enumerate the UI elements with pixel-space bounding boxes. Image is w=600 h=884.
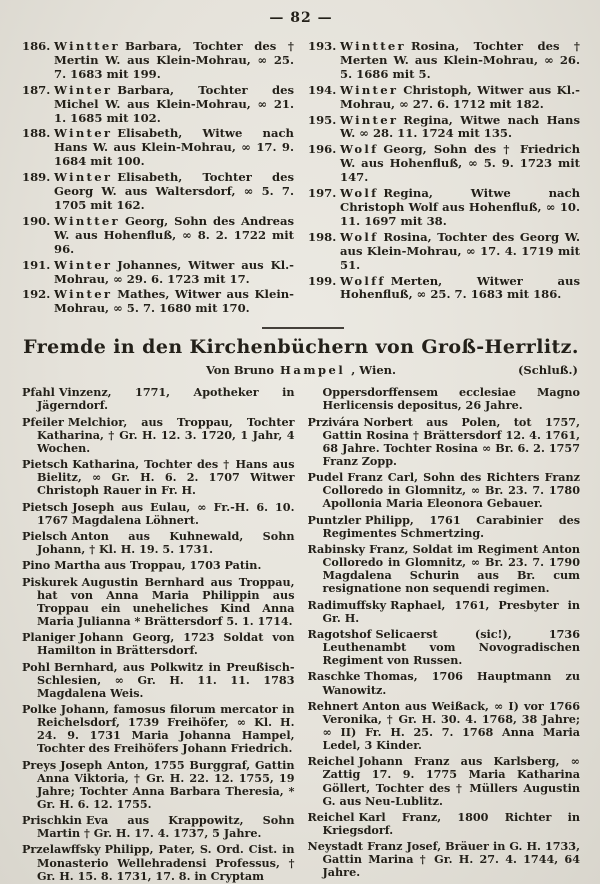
entry-surname: Winter <box>340 112 399 127</box>
church-record-entry <box>308 670 581 696</box>
register-entry <box>22 171 294 213</box>
record-text: Vinzenz, 1771, Apotheker in Jägerndorf. <box>37 385 295 413</box>
register-entry <box>22 288 294 316</box>
church-record-entry <box>22 530 295 556</box>
entry-number: 197. <box>308 186 337 201</box>
record-text: Augustin Bernhard aus Troppau, hat von Anna Maria Philippin aus Troppau ein uneheliches Kind Anna Maria Julianna * Brättersdorf 5. 1. 1714. <box>37 574 295 628</box>
entry-surname: Winter <box>54 170 113 185</box>
entry-surname: Wolf <box>340 142 379 157</box>
page-number: — 82 — <box>269 10 333 26</box>
record-text: Johann Franz aus Karlsberg, ∞ Zattig 17. 9. 1775 Maria Katharina Göllert, Tochter des † Müllers Augustin G. aus Neu-Lublitz. <box>322 754 580 808</box>
record-text: Bernhard, aus Polkwitz in Preußisch-Schlesien, ∞ Gr. H. 11. 11. 1783 Magdalena Weis. <box>37 659 295 700</box>
record-surname: Preys <box>22 757 57 772</box>
entry-number: 198. <box>308 229 337 244</box>
entry-surname: Wintter <box>54 213 120 228</box>
register-entry <box>22 215 294 257</box>
record-surname: Radimuffsky <box>307 597 387 612</box>
church-record-entry <box>22 703 295 755</box>
entry-number: 187. <box>22 82 51 97</box>
record-surname: Polke <box>22 701 57 716</box>
record-surname: Ragotshof <box>307 626 372 641</box>
record-text: Franz Carl, Sohn des Richters Franz Colloredo in Glomnitz, ∞ Br. 23. 7. 1780 Apollonia Maria Eleonora Gebauer. <box>322 470 580 511</box>
entry-text: Johannes, Witwer aus Kl.-Mohrau, ∞ 29. 6. 1723 mit 17. <box>54 257 294 286</box>
church-record-entry <box>22 386 295 412</box>
record-text: Norbert aus Polen, tot 1757, Gattin Rosina † Brättersdorf 12. 4. 1761, 68 Jahre. Tochter Rosina ∞ Br. 6. 2. 1757 Franz Zopp. <box>322 414 580 468</box>
record-text: Melchior, aus Troppau, Tochter Katharina, † Gr. H. 12. 3. 1720, 1 Jahr, 4 Wochen. <box>37 414 295 455</box>
record-surname: Puntzler <box>307 512 361 527</box>
register-entry <box>308 187 580 229</box>
entry-surname: Winter <box>54 126 113 141</box>
record-surname: Pietsch <box>22 457 69 472</box>
register-entry <box>22 40 294 82</box>
entry-text: Georg, Sohn des † Friedrich W. aus Hohenfluß, ∞ 5. 9. 1723 mit 147. <box>340 142 580 185</box>
church-record-entry <box>308 386 581 412</box>
entry-text: Elisabeth, Tochter des Georg W. aus Waltersdorf, ∞ 5. 7. 1705 mit 162. <box>54 170 294 212</box>
entry-surname: Winter <box>54 287 113 302</box>
record-surname: Pielsch <box>22 528 68 543</box>
record-text: Anton aus Weißack, ∞ I) vor 1766 Veronika, † Gr. H. 30. 4. 1768, 38 Jahre; ∞ II) Fr. H. 25. 7. 1768 Anna Maria Ledel, 3 Kinder. <box>322 698 580 753</box>
record-text: Philipp, Pater, S. Ord. Cist. in Monasterio Wellehradensi Professus, † Gr. H. 15. 8. 1731, 17. 8. in Cryptam <box>37 842 295 883</box>
record-surname: Rehnert <box>307 698 359 713</box>
church-record-entry <box>22 843 295 882</box>
records-column-right <box>308 386 581 884</box>
register-entry <box>308 231 580 273</box>
record-text: Thomas, 1706 Hauptmann zu Wanowitz. <box>322 669 580 697</box>
entry-number: 191. <box>22 257 51 272</box>
record-surname: Przelawffsky <box>22 842 101 857</box>
record-surname: Pietsch <box>22 499 69 514</box>
entry-text: Merten, Witwer aus Hohenfluß, ∞ 25. 7. 1683 mit 186. <box>340 273 580 302</box>
record-surname: Pudel <box>307 470 344 485</box>
entry-number: 190. <box>22 213 51 228</box>
record-text: Anton aus Kuhnewald, Sohn Johann, † Kl. H. 19. 5. 1731. <box>37 528 295 556</box>
byline-prefix: Von Bruno <box>205 363 275 378</box>
section-title: Fremde in den Kirchenbüchern von Groß-Herrlitz. <box>23 336 579 359</box>
register-entry <box>308 84 580 112</box>
church-record-entry <box>22 458 295 497</box>
section-divider <box>262 327 344 329</box>
record-surname: Reichel <box>307 754 355 769</box>
entry-number: 199. <box>308 273 337 288</box>
byline-suffix: , Wien. <box>351 363 397 378</box>
entry-text: Barbara, Tochter des Michel W. aus Klein-Mohrau, ∞ 21. 1. 1685 mit 102. <box>54 82 294 125</box>
register-entry <box>22 259 294 287</box>
entry-text: Rosina, Tochter des Georg W. aus Klein-Mohrau, ∞ 17. 4. 1719 mit 51. <box>340 229 580 272</box>
entry-number: 188. <box>22 126 51 141</box>
record-surname: Raschke <box>307 669 361 684</box>
record-surname: Reichel <box>307 809 355 824</box>
record-surname: Przivára <box>307 414 360 429</box>
record-text: Franz Josef, Bräuer in G. H. 1733, Gattin Marina † Gr. H. 27. 4. 1744, 64 Jahre. <box>322 839 580 880</box>
entry-number: 192. <box>22 287 51 302</box>
record-text: Raphael, 1761, Presbyter in Gr. H. <box>322 597 580 625</box>
entry-text: Barbara, Tochter des † Mertin W. aus Klein-Mohrau, ∞ 25. 7. 1683 mit 199. <box>54 39 294 81</box>
record-surname: Neystadt <box>307 839 364 854</box>
record-text: Johann Georg, 1723 Soldat von Hamilton in Brättersdorf. <box>37 630 295 658</box>
entry-text: Mathes, Witwer aus Klein-Mohrau, ∞ 5. 7. 1680 mit 170. <box>54 287 294 316</box>
record-surname: Pino <box>22 558 51 573</box>
byline <box>22 363 580 377</box>
church-record-entry <box>308 755 581 807</box>
entry-surname: Winter <box>340 82 399 97</box>
entry-text: Rosina, Tochter des † Merten W. aus Klein-Mohrau, ∞ 26. 5. 1686 mit 5. <box>340 39 580 81</box>
church-record-entry <box>22 661 295 700</box>
church-record-entry <box>308 628 581 667</box>
register-entry <box>308 40 580 82</box>
church-record-entry <box>308 543 581 595</box>
record-surname: Prischkin <box>22 813 82 828</box>
entry-number: 195. <box>308 112 337 127</box>
register-entry <box>308 143 580 185</box>
entry-surname: Winter <box>54 82 113 97</box>
church-record-entry <box>22 759 295 811</box>
church-record-entry <box>22 814 295 840</box>
entry-text: Georg, Sohn des Andreas W. aus Hohenfluß, ∞ 8. 2. 1722 mit 96. <box>54 213 294 256</box>
entry-text: Christoph, Witwer aus Kl.-Mohrau, ∞ 27. 6. 1712 mit 182. <box>340 82 580 111</box>
record-text: Karl Franz, 1800 Richter in Kriegsdorf. <box>322 809 580 837</box>
entry-text: Elisabeth, Witwe nach Hans W. aus Klein-Mohrau, ∞ 17. 9. 1684 mit 100. <box>54 126 294 169</box>
entry-surname: Wolf <box>340 186 379 201</box>
entry-number: 186. <box>22 39 51 53</box>
church-record-entry <box>308 514 581 540</box>
register-entry <box>308 114 580 142</box>
entry-number: 194. <box>308 82 337 97</box>
record-text: Joseph Anton, 1755 Burggraf, Gattin Anna Viktoria, † Gr. H. 22. 12. 1755, 19 Jahre; Tochter Anna Barbara Theresia, * Gr. H. 6. 12. 1755. <box>37 757 295 811</box>
entry-number: 193. <box>308 39 337 53</box>
marriage-register-section <box>22 40 580 318</box>
church-record-entry <box>308 471 581 510</box>
records-column-left <box>22 386 295 884</box>
church-record-entry <box>308 416 581 468</box>
church-record-entry <box>308 840 581 879</box>
entry-surname: Wintter <box>340 39 406 53</box>
church-record-entry <box>22 576 295 628</box>
register-entry <box>308 275 580 303</box>
register-column-right <box>308 40 580 318</box>
record-text: Katharina, Tochter des † Hans aus Bielitz, ∞ Gr. H. 6. 2. 1707 Witwer Christoph Rauer in Fr. H. <box>37 457 295 498</box>
church-records-section <box>22 386 580 884</box>
church-record-entry <box>308 811 581 837</box>
register-entry <box>22 127 294 169</box>
register-column-left <box>22 40 294 318</box>
record-text: Selicaerst (sic!), 1736 Leuthenambt vom Novogradischen Regiment von Russen. <box>322 626 580 668</box>
record-text: Philipp, 1761 Carabinier des Regimentes Schmertzing. <box>322 512 580 540</box>
record-text: Martha aus Troppau, 1703 Patin. <box>54 558 262 573</box>
entry-surname: Winter <box>54 257 113 272</box>
record-surname: Pfeiler <box>22 414 64 429</box>
entry-surname: Wintter <box>54 39 120 53</box>
record-text: Joseph aus Eulau, ∞ Fr.-H. 6. 10. 1767 Magdalena Löhnert. <box>37 499 295 527</box>
record-text: Franz, Soldat im Regiment Anton Colloredo in Glomnitz, ∞ Br. 23. 7. 1790 Magdalena Schurin aus Br. cum resignatione non sequendi regimen. <box>322 542 580 596</box>
record-surname: Pohl <box>22 659 50 674</box>
record-surname: Planiger <box>22 630 76 645</box>
entry-number: 196. <box>308 142 337 157</box>
entry-text: Regina, Witwe nach Christoph Wolf aus Hohenfluß, ∞ 10. 11. 1697 mit 38. <box>340 186 580 228</box>
church-record-entry <box>308 599 581 625</box>
record-text: Johann, famosus filorum mercator in Reichelsdorf, 1739 Freihöfer, ∞ Kl. H. 24. 9. 1731 Maria Johanna Hampel, Tochter des Freihöfers Johann Friedrich. <box>37 701 295 756</box>
entry-surname: Wolff <box>340 273 386 288</box>
church-record-entry <box>22 631 295 657</box>
record-text: Eva aus Krappowitz, Sohn Martin † Gr. H. 17. 4. 1737, 5 Jahre. <box>37 813 295 841</box>
entry-text: Regina, Witwe nach Hans W. ∞ 28. 11. 1724 mit 135. <box>340 112 580 141</box>
author-name: Hampel <box>280 363 346 378</box>
closing-note: (Schluß.) <box>517 363 578 378</box>
record-surname: Piskurek <box>22 574 78 589</box>
record-text: Oppersdorffensem ecclesiae Magno Herlicensis depositus, 26 Jahre. <box>322 385 580 413</box>
record-surname: Pfahl <box>22 385 55 400</box>
register-entry <box>22 84 294 126</box>
church-record-entry <box>22 416 295 455</box>
church-record-entry <box>22 559 295 572</box>
entry-number: 189. <box>22 170 51 185</box>
record-surname: Rabinsky <box>307 542 366 556</box>
entry-surname: Wolf <box>340 229 379 244</box>
church-record-entry <box>308 700 581 752</box>
church-record-entry <box>22 501 295 527</box>
